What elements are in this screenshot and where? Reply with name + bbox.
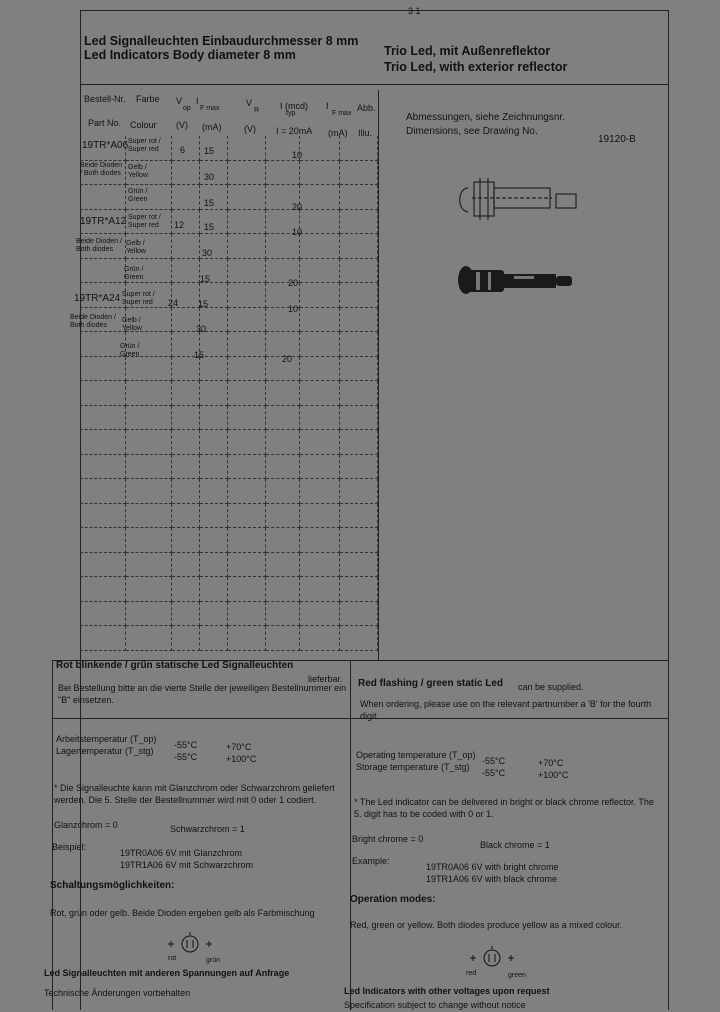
row-luminous: 10 [288,304,299,314]
row-colour: Gelb / Yellow [128,164,148,179]
drawing-text-de: Abmessungen, siehe Zeichnungsnr. [406,112,565,123]
grid-cell [80,479,126,504]
grid-cell [200,528,228,553]
grid-cell [266,553,300,578]
temp-st-min-de: -55°C [174,752,198,762]
grid-cell [340,626,378,651]
drawing-number: 19120-B [598,134,636,145]
example-label-de: Beispiel: [52,842,87,852]
table-divider-vertical [378,90,379,660]
grid-cell [340,234,378,259]
grid-cell [300,553,340,578]
grid-cell [172,479,200,504]
row-colour: Grün / Green [128,188,148,203]
col-header-part-en: Part No. [88,118,122,128]
grid-cell [172,528,200,553]
grid-cell [228,381,266,406]
row-colour: Super rot / Super red [128,214,161,229]
row-current: 15 [198,299,209,309]
row-part: 19TR*A06 [82,140,129,151]
grid-cell [172,406,200,431]
grid-cell [340,136,378,161]
grid-cell [340,161,378,186]
grid-cell [126,602,172,627]
grid-cell [172,504,200,529]
temp-op-min-en: -55°C [482,756,506,766]
col-header-illu-en: Illu. [358,128,373,138]
grid-cell [126,455,172,480]
col-header-part-de: Bestell-Nr. [84,94,126,104]
grid-cell [80,626,126,651]
grid-cell [126,553,172,578]
grid-cell [266,602,300,627]
chrome-black-de: Schwarzchrom = 1 [170,824,245,834]
grid-cell [80,553,126,578]
chrome-note-de: * Die Signalleuchte kann mit Glanzchrom oder Schwarzchrom geliefert werden. Die 5. Stelle der Bestellnummer wird mit 0 oder 1 codiert. [54,783,335,805]
grid-cell [200,626,228,651]
grid-cell [228,577,266,602]
grid-cell [266,332,300,357]
temp-op-max-en: +70°C [538,758,564,768]
grid-cell [266,381,300,406]
table-left-edge [52,660,53,1010]
grid-cell [80,504,126,529]
chrome-black-en: Black chrome = 1 [480,840,550,850]
grid-cell [300,406,340,431]
grid-cell [126,626,172,651]
col-header-illu-de: Abb. [357,103,376,113]
grid-cell [200,381,228,406]
grid-cell [200,577,228,602]
chrome-bright-en: Bright chrome = 0 [352,834,424,844]
grid-cell [80,577,126,602]
grid-cell [126,381,172,406]
grid-cell [300,430,340,455]
grid-cell [300,136,340,161]
grid-cell [300,185,340,210]
temp-st-de: Lagertemperatur (T_stg) [56,746,154,756]
grid-cell [300,479,340,504]
example1-en: 19TR0A06 6V with bright chrome [426,862,559,872]
grid-cell [340,381,378,406]
grid-cell [80,430,126,455]
temp-op-max-de: +70°C [226,742,252,752]
grid-cell [172,357,200,382]
grid-cell [300,528,340,553]
col-header-mcd-de: I (mcd) [280,101,308,111]
row-current: 30 [204,172,215,182]
col-header-v-en: (V) [176,120,188,130]
row-colour: Super rot / Super red [128,138,161,153]
grid-cell [80,381,126,406]
row-current: 30 [196,324,207,334]
col-header-mcd-sub: typ [286,110,296,117]
grid-cell [228,406,266,431]
row-current: 15 [204,222,215,232]
row-current: 15 [204,146,215,156]
page-mark: 3 1 [408,6,421,16]
col-header-vr-en: (V) [244,124,256,134]
grid-cell [228,136,266,161]
grid-cell [228,602,266,627]
grid-cell [300,259,340,284]
footer-voltage-de: Led Signalleuchten mit anderen Spannungen auf Anfrage [44,968,290,978]
grid-cell [172,161,200,186]
grid-cell [126,406,172,431]
modes-title-en: Operation modes: [350,894,436,905]
grid-cell [340,504,378,529]
led-photo-illustration [454,260,578,300]
grid-cell [340,479,378,504]
grid-cell [228,479,266,504]
diagram-label-green-de: grün [206,957,221,964]
grid-cell [172,430,200,455]
grid-cell [228,504,266,529]
grid-cell [300,332,340,357]
modes-body-en: Red, green or yellow. Both diodes produce yellow as a mixed colour. [350,920,623,930]
row-colour: Gelb / Yellow [126,240,146,255]
grid-cell [80,259,126,284]
footer-change-en: Specification subject to change without notice [344,1000,526,1010]
grid-cell [172,259,200,284]
grid-cell [340,430,378,455]
modes-title-de: Schaltungsmöglichkeiten: [50,880,175,891]
grid-cell [340,577,378,602]
modes-body-de: Rot, grün oder gelb. Beide Dioden ergeben gelb als Farbmischung [50,908,315,918]
grid-cell [172,577,200,602]
grid-cell [266,234,300,259]
grid-cell [228,626,266,651]
grid-cell [300,161,340,186]
grid-cell [266,479,300,504]
drawing-text-en: Dimensions, see Drawing No. [406,126,538,137]
col-header-current-en: I = 20mA [276,126,313,136]
grid-cell [126,479,172,504]
col-header-vr-de: V [246,98,253,108]
grid-cell [228,455,266,480]
grid-cell [300,504,340,529]
col-header-vr-sub: R [254,107,260,114]
grid-cell [300,210,340,235]
row-luminous: 10 [292,227,303,237]
grid-cell [266,504,300,529]
row-voltage: 24 [168,298,179,308]
grid-cell [172,381,200,406]
chrome-bright-de: Glanzchrom = 0 [54,820,118,830]
row-luminous: 20 [292,202,303,212]
row-colour: Grün / Green [124,266,144,281]
header-divider [80,84,669,85]
flash-title-de: Rot blinkende / grün statische Led Signalleuchten [56,660,294,671]
grid-cell [80,528,126,553]
row-part: Beide Dioden / Both diodes [76,238,122,253]
grid-cell [300,308,340,333]
grid-cell [266,406,300,431]
grid-cell [80,357,126,382]
subtitle-en: Trio Led, with exterior reflector [384,60,568,74]
bilingual-center-line [350,660,351,1010]
col-header-ifmax-sub: F max [332,110,352,117]
grid-cell [200,504,228,529]
grid-cell [172,455,200,480]
grid-cell [266,626,300,651]
row-voltage: 6 [180,145,186,155]
grid-cell [340,455,378,480]
grid-cell [126,357,172,382]
grid-cell [340,357,378,382]
col-header-vop-de: V [176,96,183,106]
grid-cell [228,308,266,333]
example1-de: 19TR0A06 6V mit Glanzchrom [120,848,243,858]
grid-cell [228,283,266,308]
col-header-ma2-en: (mA) [328,128,348,138]
grid-cell [300,455,340,480]
sheet-border-right [668,10,669,1010]
diagram-label-green-en: green [508,972,526,979]
subtitle-de: Trio Led, mit Außenreflektor [384,44,551,58]
title-en: Led Indicators Body diameter 8 mm [84,48,296,62]
grid-cell [228,430,266,455]
grid-cell [172,185,200,210]
grid-cell [172,602,200,627]
footer-voltage-en: Led Indicators with other voltages upon request [344,986,550,996]
grid-cell [200,430,228,455]
temp-st-en: Storage temperature (T_stg) [356,762,470,772]
grid-cell [340,553,378,578]
col-header-if-sub: F max [200,105,220,112]
temp-st-min-en: -55°C [482,768,506,778]
table-grid [80,136,378,660]
title-de: Led Signalleuchten Einbaudurchmesser 8 mm [84,34,359,48]
sheet-border-top [80,10,669,11]
diagram-label-red-en: red [466,970,477,977]
grid-cell [340,528,378,553]
flash-body-de: Bei Bestellung bitte an die vierte Stelle der jeweiligen Bestellnummer ein "B" einsetzen. [58,683,347,705]
col-header-colour-en: Colour [130,120,157,130]
grid-cell [200,479,228,504]
example2-de: 19TR1A06 6V mit Schwarzchrom [120,860,254,870]
grid-cell [228,161,266,186]
grid-cell [200,332,228,357]
grid-cell [300,602,340,627]
grid-cell [80,602,126,627]
grid-cell [200,406,228,431]
grid-cell [126,577,172,602]
chrome-note-en: * The Led indicator can be delivered in bright or black chrome reflector. The 5. digit has to be coded with 0 or 1. [354,797,654,819]
grid-cell [300,381,340,406]
grid-cell [340,210,378,235]
grid-cell [80,406,126,431]
row-luminous: 10 [292,150,303,160]
grid-cell [228,210,266,235]
row-luminous: 20 [288,278,299,288]
col-header-vop-sub: op [183,105,191,112]
row-current: 15 [194,350,205,360]
grid-cell [200,602,228,627]
grid-cell [266,577,300,602]
row-current: 30 [202,248,213,258]
grid-cell [300,357,340,382]
footer-change-de: Technische Änderungen vorbehalten [44,988,191,998]
grid-cell [172,626,200,651]
grid-cell [340,332,378,357]
flash-title-de-tail: lieferbar. [308,674,343,684]
grid-cell [200,357,228,382]
grid-cell [228,553,266,578]
col-header-ma-en: (mA) [202,122,222,132]
grid-cell [300,626,340,651]
temp-st-max-de: +100°C [226,754,257,764]
row-part: 19TR*A12 [80,216,127,227]
flash-body-en: When ordering, please use on the relevant partnumber a 'B' for the fourth digit. [360,699,652,721]
row-part: 19TR*A24 [74,293,121,304]
grid-cell [172,136,200,161]
grid-cell [266,161,300,186]
grid-cell [266,430,300,455]
row-colour: Gelb / Yellow [122,317,142,332]
temp-op-min-de: -55°C [174,740,198,750]
grid-cell [228,185,266,210]
grid-cell [200,455,228,480]
grid-cell [126,430,172,455]
grid-cell [172,234,200,259]
grid-cell [200,553,228,578]
temp-op-en: Operating temperature (T_op) [356,750,476,760]
row-part: Beide Dioden / Both diodes [80,162,123,177]
row-colour: Super rot / Super red [122,291,155,306]
grid-cell [340,259,378,284]
col-header-if-de: I [196,96,199,106]
grid-cell [340,602,378,627]
grid-cell [228,259,266,284]
grid-cell [300,577,340,602]
temp-op-de: Arbeitstemperatur (T_op) [56,734,157,744]
temp-st-max-en: +100°C [538,770,569,780]
grid-cell [340,185,378,210]
example2-en: 19TR1A06 6V with black chrome [426,874,558,884]
grid-cell [228,332,266,357]
grid-cell [126,504,172,529]
flash-title-en-tail: can be supplied. [518,682,584,692]
col-header-colour-de: Farbe [136,94,160,104]
row-part: Beide Dioden / Both diodes [70,314,116,329]
grid-cell [266,528,300,553]
grid-cell [340,406,378,431]
grid-cell [340,283,378,308]
led-outline-drawing [452,176,588,224]
flash-title-en: Red flashing / green static Led [358,678,504,689]
grid-cell [340,308,378,333]
diagram-label-red-de: rot [168,955,177,962]
row-current: 15 [204,198,215,208]
grid-cell [172,553,200,578]
example-label-en: Example: [352,856,390,866]
grid-cell [80,185,126,210]
grid-cell [300,283,340,308]
grid-cell [126,528,172,553]
row-current: 15 [200,274,211,284]
row-colour: Grün / Green [120,343,140,358]
grid-cell [80,455,126,480]
row-voltage: 12 [174,220,185,230]
grid-cell [228,234,266,259]
row-luminous: 20 [282,354,293,364]
grid-cell [228,528,266,553]
grid-cell [228,357,266,382]
col-header-ifmax-de: I [326,101,329,111]
grid-cell [300,234,340,259]
grid-cell [266,455,300,480]
